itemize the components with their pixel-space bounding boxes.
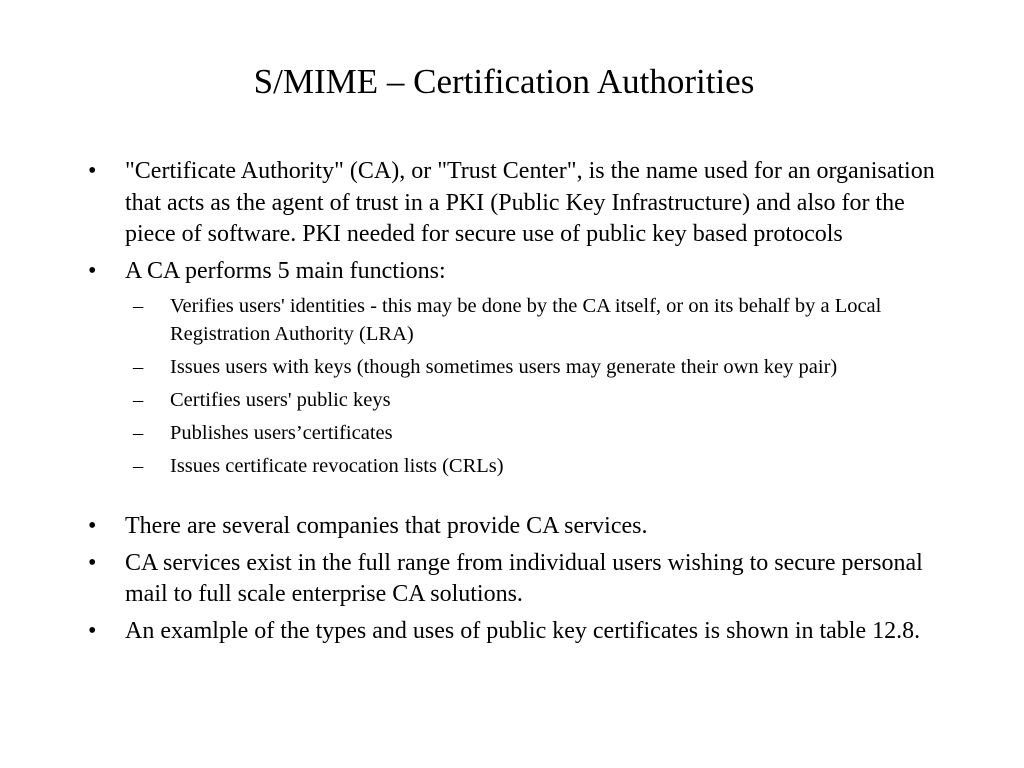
sub-item-crls: [133, 452, 944, 480]
dash-icon: –: [133, 422, 144, 444]
slide-title: S/MIME – Certification Authorities: [253, 62, 755, 101]
dash-icon: –: [133, 389, 144, 411]
bullet-text: "Certificate Authority" (CA), or "Trust Center", is the name used for an organisation that acts as the agent of trust in a PKI (Public Key Infrastructure) and also for the piece of software. PKI needed for secure use of public key based protocols: [125, 158, 935, 247]
sub-list-ca-functions: [133, 292, 944, 480]
sub-item-text: Issues certificate revocation lists (CRLs): [170, 455, 504, 477]
bullet-text: There are several companies that provide CA services.: [125, 513, 648, 539]
sub-item-text: Certifies users' public keys: [170, 389, 391, 411]
bullet-icon: •: [88, 549, 97, 576]
sub-item-text: Publishes users’certificates: [170, 422, 393, 444]
sub-item-certifies: [133, 386, 944, 414]
bullet-item-companies: [88, 511, 944, 543]
bullet-item-range: [88, 548, 944, 611]
bullet-icon: •: [88, 513, 97, 539]
bullet-item-ca-functions: [88, 256, 944, 288]
sub-item-publishes: [133, 419, 944, 447]
spacer: [88, 485, 944, 511]
sub-item-verifies: [133, 292, 944, 348]
dash-icon: –: [133, 295, 144, 317]
sub-item-text: Verifies users' identities - this may be done by the CA itself, or on its behalf by a Local Registration Authority (LRA): [170, 295, 882, 345]
bullet-text: A CA performs 5 main functions:: [125, 257, 446, 284]
sub-item-issues-keys: [133, 353, 944, 381]
sub-item-text: Issues users with keys (though sometimes users may generate their own key pair): [170, 356, 838, 378]
dash-icon: –: [133, 455, 144, 477]
bullet-item-ca-definition: [88, 156, 944, 251]
bullet-icon: •: [88, 257, 97, 284]
bullet-text: An examlple of the types and uses of public key certificates is shown in table 12.8.: [125, 617, 921, 644]
bullet-icon: •: [88, 617, 97, 644]
dash-icon: –: [133, 356, 144, 378]
bullet-icon: •: [88, 158, 97, 184]
slide-body: [88, 156, 944, 652]
bullet-text: CA services exist in the full range from individual users wishing to secure personal mail to full scale enterprise CA solutions.: [125, 549, 923, 607]
bullet-item-example: [88, 616, 944, 648]
